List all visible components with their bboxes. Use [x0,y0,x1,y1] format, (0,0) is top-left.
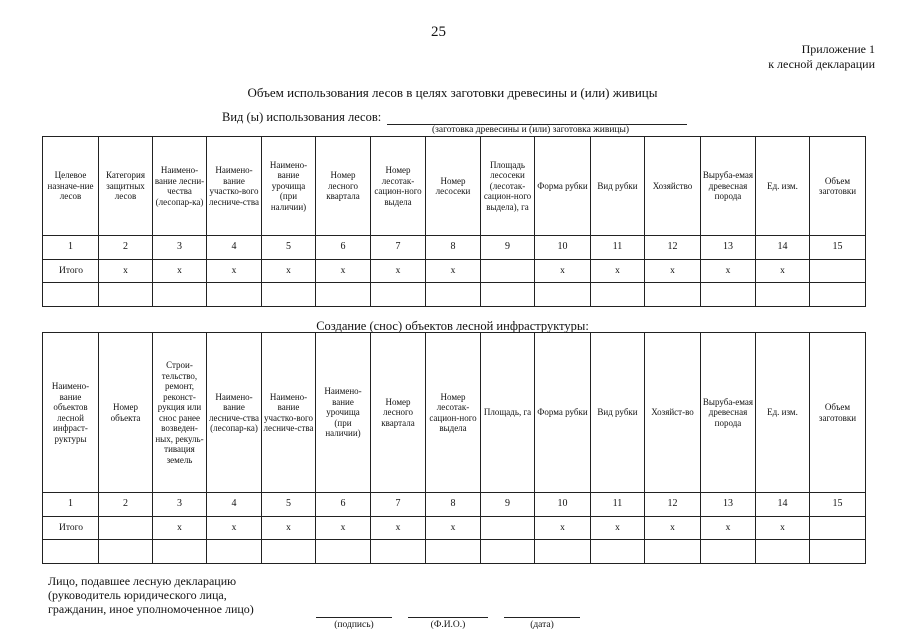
empty-cell [756,283,810,307]
appendix-line-2: к лесной декларации [768,57,875,71]
header-cell: Ед. изм. [756,333,810,493]
column-number: 1 [43,493,99,517]
infrastructure-title: Создание (снос) объектов лесной инфраструктуры: [316,319,589,333]
header-cell: Номер объекта [99,333,153,493]
total-cell: x [535,517,591,540]
header-cell: Вид рубки [591,333,645,493]
column-number: 9 [481,236,535,260]
header-cell: Номер лесотак-сацион-ного выдела [426,333,481,493]
total-cell [481,517,535,540]
total-cell [99,517,153,540]
column-number: 12 [645,493,701,517]
total-cell: x [262,260,316,283]
infrastructure-header-row [43,333,866,493]
empty-cell [591,540,645,564]
column-number: 3 [153,493,207,517]
column-number: 12 [645,236,701,260]
total-cell: x [371,260,426,283]
header-cell: Хозяйство [645,137,701,236]
column-number: 7 [371,493,426,517]
use-type-blank-field [387,113,687,125]
empty-cell [591,283,645,307]
infrastructure-table [42,332,866,564]
total-cell: x [645,260,701,283]
column-number: 14 [756,493,810,517]
total-cell: Итого [43,517,99,540]
use-type-line [222,110,687,125]
header-cell: Категория защитных лесов [99,137,153,236]
total-cell: x [701,260,756,283]
total-cell: x [591,260,645,283]
column-number: 10 [535,493,591,517]
column-number: 11 [591,236,645,260]
column-number: 11 [591,493,645,517]
header-cell: Номер лесосеки [426,137,481,236]
page-number: 25 [431,24,446,40]
empty-cell [262,283,316,307]
empty-cell [371,283,426,307]
empty-cell [701,283,756,307]
empty-cell [99,540,153,564]
harvest-total-row [43,260,866,283]
total-cell: x [207,260,262,283]
header-cell: Вырубa-емая древесная порода [701,137,756,236]
column-number: 15 [810,236,866,260]
total-cell [481,260,535,283]
empty-cell [153,540,207,564]
total-cell: x [316,517,371,540]
total-cell [810,517,866,540]
total-cell: x [316,260,371,283]
infrastructure-number-row [43,493,866,517]
total-cell: x [99,260,153,283]
empty-cell [426,540,481,564]
infrastructure-total-row [43,517,866,540]
appendix-note [768,42,875,72]
empty-cell [316,540,371,564]
header-cell: Наимено-вание урочища (при наличии) [316,333,371,493]
total-cell: x [153,260,207,283]
column-number: 2 [99,236,153,260]
total-cell: x [756,517,810,540]
name-line [408,617,488,618]
column-number: 8 [426,236,481,260]
header-cell: Наимено-вание лесни-чества (лесопар-ка) [153,137,207,236]
header-cell: Хозяйст-во [645,333,701,493]
total-cell: x [535,260,591,283]
total-cell: x [371,517,426,540]
total-cell: x [426,260,481,283]
empty-cell [207,283,262,307]
header-cell: Ед. изм. [756,137,810,236]
column-number: 14 [756,236,810,260]
header-cell: Строи-тельство, ремонт, реконст-рукция или снос ранее возведен-ных, рекуль-тивация земель [153,333,207,493]
column-number: 13 [701,493,756,517]
header-cell: Вырубa-емая древесная порода [701,333,756,493]
harvest-empty-row [43,283,866,307]
empty-cell [701,540,756,564]
signature-label: (подпись) [334,620,374,630]
header-cell: Форма рубки [535,333,591,493]
signer-block [48,574,254,616]
name-label: (Ф.И.О.) [430,620,466,630]
column-number: 3 [153,236,207,260]
empty-cell [756,540,810,564]
column-number: 2 [99,493,153,517]
header-cell: Номер лесотак-сацион-ного выдела [371,137,426,236]
column-number: 4 [207,236,262,260]
appendix-line-1: Приложение 1 [801,42,875,56]
total-cell: x [591,517,645,540]
column-number: 7 [371,236,426,260]
total-cell [810,260,866,283]
column-number: 5 [262,493,316,517]
empty-cell [481,283,535,307]
column-number: 6 [316,236,371,260]
empty-cell [43,283,99,307]
header-cell: Наимено-вание объектов лесной инфраст-руктуры [43,333,99,493]
harvest-header-row [43,137,866,236]
column-number: 15 [810,493,866,517]
empty-cell [426,283,481,307]
use-type-hint: (заготовка древесины и (или) заготовка живицы) [432,125,630,135]
header-cell: Форма рубки [535,137,591,236]
empty-cell [810,283,866,307]
infrastructure-empty-row [43,540,866,564]
empty-cell [535,283,591,307]
total-cell: x [153,517,207,540]
header-cell: Наимено-вание лесниче-ства (лесопар-ка) [207,333,262,493]
column-number: 13 [701,236,756,260]
header-cell: Объем заготовки [810,137,866,236]
date-line [504,617,580,618]
column-number: 9 [481,493,535,517]
empty-cell [262,540,316,564]
signature-line [316,617,392,618]
header-cell: Номер лесного квартала [371,333,426,493]
harvest-table [42,136,866,307]
empty-cell [43,540,99,564]
header-cell: Объем заготовки [810,333,866,493]
total-cell: x [207,517,262,540]
header-cell: Номер лесного квартала [316,137,371,236]
empty-cell [645,283,701,307]
total-cell: x [426,517,481,540]
harvest-number-row [43,236,866,260]
column-number: 1 [43,236,99,260]
header-cell: Наимено-вание урочища (при наличии) [262,137,316,236]
header-cell: Площадь лесосеки (лесотак-сацион-ного выдела), га [481,137,535,236]
empty-cell [316,283,371,307]
total-cell: x [645,517,701,540]
column-number: 6 [316,493,371,517]
document-title: Объем использования лесов в целях заготовки древесины и (или) живицы [247,85,658,100]
date-label: (дата) [530,620,554,630]
total-cell: x [262,517,316,540]
empty-cell [207,540,262,564]
total-cell: x [756,260,810,283]
column-number: 8 [426,493,481,517]
header-cell: Целевое назначе-ние лесов [43,137,99,236]
signer-line-1: Лицо, подавшее лесную декларацию [48,574,237,588]
use-type-label: Вид (ы) использования лесов: [222,110,382,124]
empty-cell [645,540,701,564]
total-cell: x [701,517,756,540]
header-cell: Наимено-вание участко-вого лесниче-ства [207,137,262,236]
header-cell: Вид рубки [591,137,645,236]
empty-cell [99,283,153,307]
empty-cell [810,540,866,564]
column-number: 5 [262,236,316,260]
signer-line-3: гражданин, иное уполномоченное лицо) [48,602,254,616]
empty-cell [535,540,591,564]
signer-line-2: (руководитель юридического лица, [48,588,227,602]
empty-cell [371,540,426,564]
empty-cell [153,283,207,307]
total-cell: Итого [43,260,99,283]
empty-cell [481,540,535,564]
header-cell: Наимено-вание участко-вого лесниче-ства [262,333,316,493]
header-cell: Площадь, га [481,333,535,493]
column-number: 10 [535,236,591,260]
column-number: 4 [207,493,262,517]
